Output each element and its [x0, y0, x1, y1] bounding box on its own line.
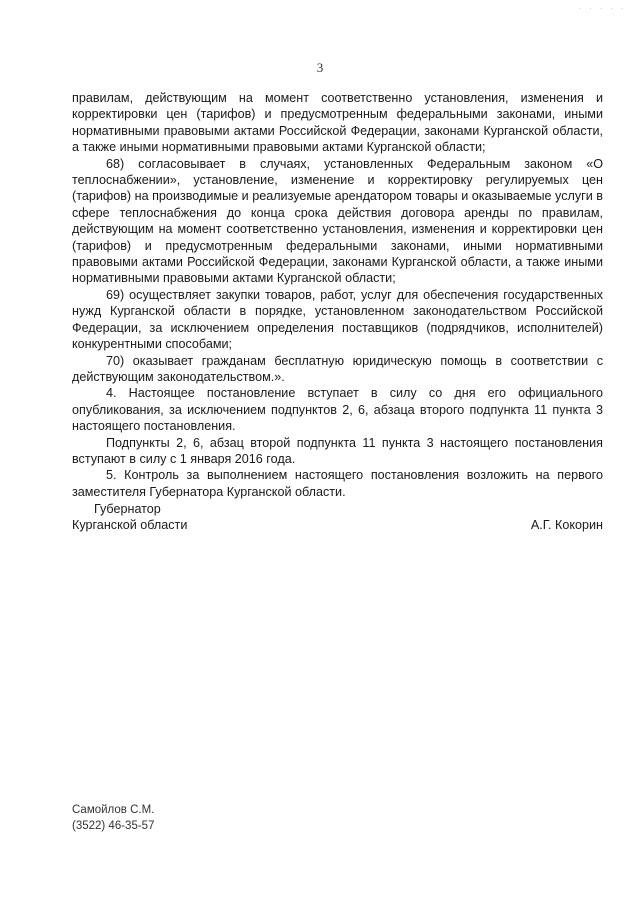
paragraph-clause-4-effective-date: Подпункты 2, 6, абзац второй подпункта 11 пункта 3 настоящего постановления вступают в силу с 1 января 2016 года. — [72, 435, 603, 466]
author-phone: (3522) 46-35-57 — [72, 819, 155, 832]
author-name: Самойлов С.М. — [72, 804, 155, 816]
signature-title-governor: Губернатор — [94, 502, 161, 516]
scan-corner-marks: . . . . . — [578, 2, 626, 11]
paragraph-continuation: правилам, действующим на момент соответственно установления, изменения и корректировки цен (тарифов) и предусмотренным федеральными законами, иными нормативными правовыми актами Российской Федерации, законами Курганской области, а также иными нормативными правовыми актами Курганской области; — [72, 91, 603, 155]
paragraph-clause-5: 5. Контроль за выполнением настоящего постановления возложить на первого заместителя Губернатора Курганской области. — [72, 468, 603, 499]
page-number: 3 — [316, 60, 324, 75]
paragraph-item-70: 70) оказывает гражданам бесплатную юридическую помощь в соответствии с действующим законодательством.». — [72, 353, 603, 384]
paragraph-clause-4: 4. Настоящее постановление вступает в силу со дня его официального опубликования, за исключением подпунктов 2, 6, абзаца второго подпункта 11 пункта 3 настоящего постановления. — [72, 386, 603, 434]
signature-block — [72, 501, 603, 534]
paragraph-item-69: 69) осуществляет закупки товаров, работ, услуг для обеспечения государственных нужд Курганской области в порядке, установленном законодательством Российской Федерации, за исключением определения поставщиков (подрядчиков, исполнителей) конкурентными способами; — [72, 287, 603, 352]
signature-name: А.Г. Кокорин — [530, 518, 603, 533]
signature-title-region: Курганской области — [72, 518, 188, 533]
paragraph-item-68: 68) согласовывает в случаях, установленных Федеральным законом «О теплоснабжении», установление, изменение и корректировку регулируемых цен (тарифов) на производимые и реализуемые арендатором товары и оказываемые услуги в сфере теплоснабжения до конца срока действия договора аренды по правилам, действующим на момент соответственно установления, изменения и корректировки цен (тарифов) и предусмотренным федеральными законами, иными нормативными правовыми актами Российской Федерации, законами Курганской области, а также иными нормативными правовыми актами Курганской области; — [72, 156, 603, 286]
document-body — [72, 90, 603, 500]
signature-row — [72, 517, 603, 533]
author-block — [72, 803, 154, 834]
